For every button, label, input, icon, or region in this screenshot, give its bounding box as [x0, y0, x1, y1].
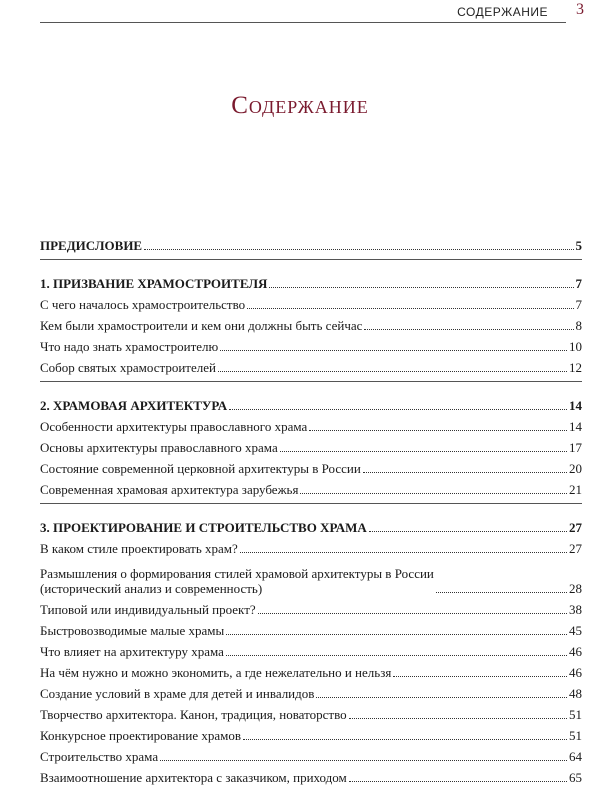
- header-rule: [40, 22, 566, 23]
- toc-entry-label: Особенности архитектуры православного храма: [40, 419, 308, 434]
- dot-leader: [218, 371, 567, 372]
- dot-leader: [226, 634, 567, 635]
- toc-heading-section-3[interactable]: [40, 510, 582, 535]
- dot-leader: [243, 739, 567, 740]
- toc-entry[interactable]: [40, 596, 582, 617]
- dot-leader: [280, 451, 567, 452]
- toc-entry-label: В каком стиле проектировать храм?: [40, 541, 238, 556]
- dot-leader: [229, 409, 567, 410]
- toc-entry-page: 7: [575, 276, 582, 291]
- dot-leader: [309, 430, 567, 431]
- toc-entry-label: Что надо знать храмостроителю: [40, 339, 219, 354]
- toc-section-3: [40, 510, 582, 791]
- toc-entry-page: 27: [569, 520, 582, 535]
- toc-entry-page: 45: [569, 623, 582, 638]
- toc-entry[interactable]: [40, 291, 582, 312]
- running-head-title: СОДЕРЖАНИЕ: [457, 5, 548, 19]
- dot-leader: [300, 493, 567, 494]
- toc-entry-label: Основы архитектуры православного храма: [40, 440, 278, 455]
- toc-entry[interactable]: [40, 764, 582, 785]
- toc-entry-label: 3. ПРОЕКТИРОВАНИЕ И СТРОИТЕЛЬСТВО ХРАМА: [40, 520, 367, 535]
- toc-entry-page: 28: [569, 581, 582, 596]
- toc-entry[interactable]: [40, 617, 582, 638]
- toc-entry-label: [40, 566, 434, 596]
- dot-leader: [247, 308, 573, 309]
- toc-entry[interactable]: [40, 535, 582, 556]
- toc-entry[interactable]: [40, 556, 582, 596]
- toc-entry-page: 8: [575, 318, 582, 333]
- toc-entry-label: Создание условий в храме для детей и инвалидов: [40, 686, 315, 701]
- toc-entry-label-line: (исторический анализ и современность): [40, 581, 263, 596]
- toc-entry-page: 48: [569, 686, 582, 701]
- dot-leader: [363, 472, 567, 473]
- dot-leader: [269, 287, 573, 288]
- dot-leader: [220, 350, 567, 351]
- toc-entry-label: Конкурсное проектирование храмов: [40, 728, 241, 743]
- toc-entry-label: Собор святых храмостроителей: [40, 360, 216, 375]
- toc-title: Содержание: [231, 92, 369, 119]
- toc-entry-label: На чём нужно и можно экономить, а где нежелательно и нельзя: [40, 665, 392, 680]
- toc-entry-page: 27: [569, 541, 582, 556]
- dot-leader: [364, 329, 573, 330]
- toc-entry-label: Состояние современной церковной архитектуры в России: [40, 461, 361, 476]
- toc-entry-label: Строительство храма: [40, 749, 159, 764]
- toc-entry[interactable]: [40, 434, 582, 455]
- toc-entry-page: 7: [575, 297, 582, 312]
- toc-entry-page: 51: [569, 728, 582, 743]
- dot-leader: [160, 760, 567, 761]
- toc-entry-label: Что влияет на архитектуру храма: [40, 644, 224, 659]
- toc-entry[interactable]: [40, 455, 582, 476]
- toc-entry-page: 64: [569, 749, 582, 764]
- dot-leader: [369, 531, 567, 532]
- toc-entry-label: С чего началось храмостроительство: [40, 297, 246, 312]
- toc-entry-label: 2. ХРАМОВАЯ АРХИТЕКТУРА: [40, 398, 228, 413]
- toc-entry-label-line: Размышления о формирования стилей храмовой архитектуры в России: [40, 566, 434, 581]
- toc-entry-page: 14: [569, 419, 582, 434]
- toc-entry-page: 46: [569, 644, 582, 659]
- toc-entry[interactable]: [40, 722, 582, 743]
- toc-entry-page: 38: [569, 602, 582, 617]
- toc-entry-page: 51: [569, 707, 582, 722]
- toc-section-2: [40, 388, 582, 504]
- toc-section-preface: [40, 228, 582, 260]
- dot-leader: [240, 552, 567, 553]
- toc-heading-section-2[interactable]: [40, 388, 582, 413]
- toc-entry[interactable]: [40, 413, 582, 434]
- toc-heading-section-1[interactable]: [40, 266, 582, 291]
- running-head: [0, 0, 600, 24]
- toc-entry-label: ПРЕДИСЛОВИЕ: [40, 238, 143, 253]
- dot-leader: [226, 655, 567, 656]
- toc-entry[interactable]: [40, 354, 582, 375]
- toc-entry-page: 12: [569, 360, 582, 375]
- dot-leader: [349, 781, 567, 782]
- dot-leader: [316, 697, 567, 698]
- toc-entry-label: Кем были храмостроители и кем они должны быть сейчас: [40, 318, 363, 333]
- dot-leader: [258, 613, 567, 614]
- toc-entry-preface[interactable]: [40, 228, 582, 253]
- toc-entry[interactable]: [40, 312, 582, 333]
- toc-entry-label: Типовой или индивидуальный проект?: [40, 602, 256, 617]
- page-number: 3: [576, 1, 584, 18]
- toc-entry[interactable]: [40, 701, 582, 722]
- toc-entry-page: 46: [569, 665, 582, 680]
- toc-entry-label: Современная храмовая архитектура зарубежья: [40, 482, 299, 497]
- toc-entry[interactable]: [40, 638, 582, 659]
- toc-entry-page: 14: [569, 398, 582, 413]
- dot-leader: [393, 676, 567, 677]
- table-of-contents: [40, 228, 582, 797]
- dot-leader: [349, 718, 567, 719]
- toc-section-1: [40, 266, 582, 382]
- dot-leader: [436, 592, 567, 593]
- toc-entry[interactable]: [40, 476, 582, 497]
- dot-leader: [144, 249, 573, 250]
- toc-entry[interactable]: [40, 743, 582, 764]
- toc-entry-label: Взаимоотношение архитектора с заказчиком, приходом: [40, 770, 347, 785]
- toc-entry-label: 1. ПРИЗВАНИЕ ХРАМОСТРОИТЕЛЯ: [40, 276, 268, 291]
- toc-entry[interactable]: [40, 659, 582, 680]
- toc-entry-page: 65: [569, 770, 582, 785]
- toc-entry-page: 5: [575, 238, 582, 253]
- toc-entry-label: Быстровозводимые малые храмы: [40, 623, 225, 638]
- toc-entry-label: Творчество архитектора. Канон, традиция, новаторство: [40, 707, 347, 722]
- toc-entry-page: 10: [569, 339, 582, 354]
- toc-entry[interactable]: [40, 680, 582, 701]
- toc-entry-page: 17: [569, 440, 582, 455]
- toc-entry-page: 21: [569, 482, 582, 497]
- toc-entry[interactable]: [40, 333, 582, 354]
- toc-entry-page: 20: [569, 461, 582, 476]
